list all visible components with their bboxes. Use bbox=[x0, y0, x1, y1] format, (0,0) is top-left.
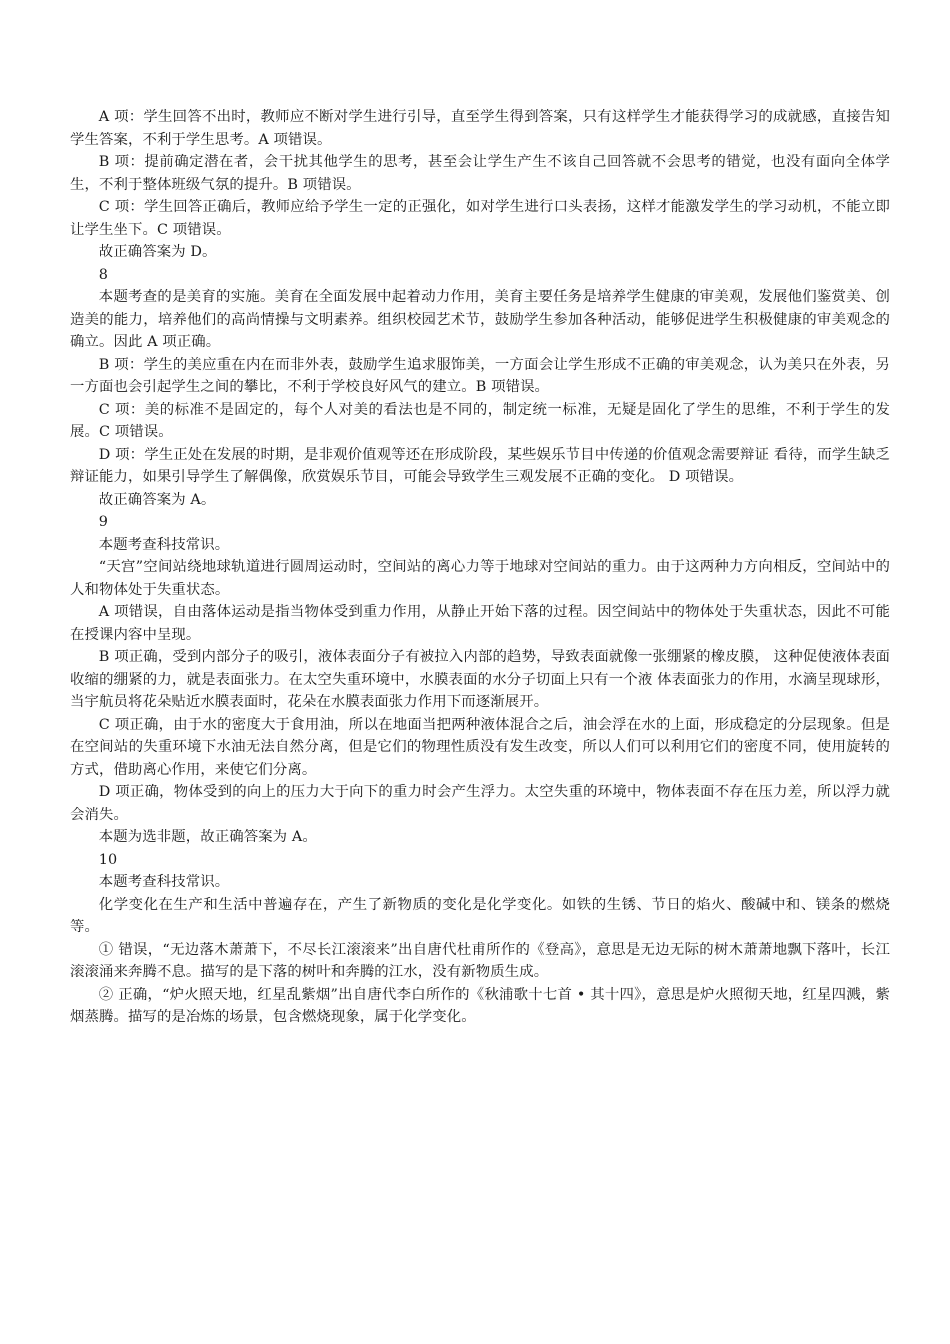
paragraph-option-a-guidance: A 项：学生回答不出时，教师应不断对学生进行引导，直至学生得到答案，只有这样学生才能获得学习的成就感，直接告知学生答案，不利于学生思考。A 项错误。 bbox=[70, 109, 890, 148]
answer-line-q7: 故正确答案为 D。 bbox=[98, 244, 217, 260]
paragraph-q8-option-c: C 项：美的标准不是固定的，每个人对美的看法也是不同的，制定统一标准，无疑是固化了学生的思维，不利于学生的发展。C 项错误。 bbox=[70, 401, 890, 440]
answer-line-q9: 本题为选非题，故正确答案为 A。 bbox=[98, 829, 317, 845]
question-number-8: 8 bbox=[98, 266, 109, 283]
paragraph-q10-item-2: ② 正确，“炉火照天地，红星乱紫烟”出自唐代李白所作的《秋浦歌十七首 • 其十四》，意思是炉火照彻天地，红星四溅，紫烟蒸腾。描写的是冶炼的场景，包含燃烧现象，属于化学变化。 bbox=[70, 986, 890, 1025]
paragraph-option-c-reinforcement: C 项：学生回答正确后，教师应给予学生一定的正强化，如对学生进行口头表扬，这样才能激发学生的学习动机，不能立即让学生坐下。C 项错误。 bbox=[70, 199, 890, 238]
paragraph-q9-intro: “天宫”空间站绕地球轨道进行圆周运动时，空间站的离心力等于地球对空间站的重力。由于这两种力方向相反，空间站中的人和物体处于失重状态。 bbox=[70, 559, 890, 598]
paragraph-q8-option-b: B 项：学生的美应重在内在而非外表，鼓励学生追求服饰美，一方面会让学生形成不正确的审美观念，认为美只在外表，另一方面也会引起学生之间的攀比，不利于学校良好风气的建立。B 项错误。 bbox=[70, 356, 890, 395]
question-number-9: 9 bbox=[98, 514, 109, 530]
paragraph-q9-option-b: B 项正确，受到内部分子的吸引，液体表面分子有被拉入内部的趋势，导致表面就像一张绷紧的橡皮膜， 这种促使液体表面收缩的绷紧的力，就是表面张力。在太空失重环境中，水膜表面的水分子切面上只有一个液 体表面张力的作用，水滴呈现球形，当宇航员将花朵贴近水膜表面时，花朵在水膜表面张力作用下而逐渐展开。 bbox=[70, 649, 890, 710]
paragraph-q8-intro: 本题考查的是美育的实施。美育在全面发展中起着动力作用，美育主要任务是培养学生健康的审美观，发展他们鉴赏美、创造美的能力，培养他们的高尚情操与文明素养。组织校园艺术节，鼓励学生参加各种活动，能够促进学生积极健康的审美观念的确立。因此 A 项正确。 bbox=[70, 289, 890, 350]
paragraph-q8-option-d: D 项：学生正处在发展的时期，是非观价值观等还在形成阶段，某些娱乐节目中传递的价值观念需要辩证 看待，而学生缺乏辩证能力，如果引导学生了解偶像，欣赏娱乐节目，可能会导致学生三观发展不正确的变化。 D 项错误。 bbox=[70, 446, 890, 485]
answer-line-q8: 故正确答案为 A。 bbox=[98, 491, 216, 508]
paragraph-q10-topic: 本题考查科技常识。 bbox=[98, 874, 230, 890]
document-body bbox=[70, 106, 890, 1029]
paragraph-q9-topic: 本题考查科技常识。 bbox=[98, 536, 230, 553]
paragraph-q9-option-c: C 项正确，由于水的密度大于食用油，所以在地面当把两种液体混合之后，油会浮在水的上面，形成稳定的分层现象。但是在空间站的失重环境下水油无法自然分离，但是它们的物理性质没有发生改变，所以人们可以利用它们的密度不同，使用旋转的方式，借助离心作用，来使它们分离。 bbox=[70, 716, 890, 778]
paragraph-q10-item-1: ① 错误，“无边落木萧萧下，不尽长江滚滚来”出自唐代杜甫所作的《登高》，意思是无边无际的树木萧萧地飘下落叶，长江滚滚涌来奔腾不息。描写的是下落的树叶和奔腾的江水，没有新物质生成。 bbox=[70, 941, 890, 980]
paragraph-q9-option-a: A 项错误，自由落体运动是指当物体受到重力作用，从静止开始下落的过程。因空间站中的物体处于失重状态，因此不可能在授课内容中呈现。 bbox=[70, 604, 890, 643]
paragraph-option-b-designated: B 项：提前确定潜在者，会干扰其他学生的思考，甚至会让学生产生不该自己回答就不会思考的错觉，也没有面向全体学生，不利于整体班级气氛的提升。B 项错误。 bbox=[70, 154, 890, 193]
paragraph-q10-intro: 化学变化在生产和生活中普遍存在，产生了新物质的变化是化学变化。如铁的生锈、节日的焰火、酸碱中和、镁条的燃烧等。 bbox=[70, 896, 890, 935]
paragraph-q9-option-d: D 项正确，物体受到的向上的压力大于向下的重力时会产生浮力。太空失重的环境中，物体表面不存在压力差，所以浮力就会消失。 bbox=[70, 784, 890, 823]
question-number-10: 10 bbox=[98, 851, 118, 868]
